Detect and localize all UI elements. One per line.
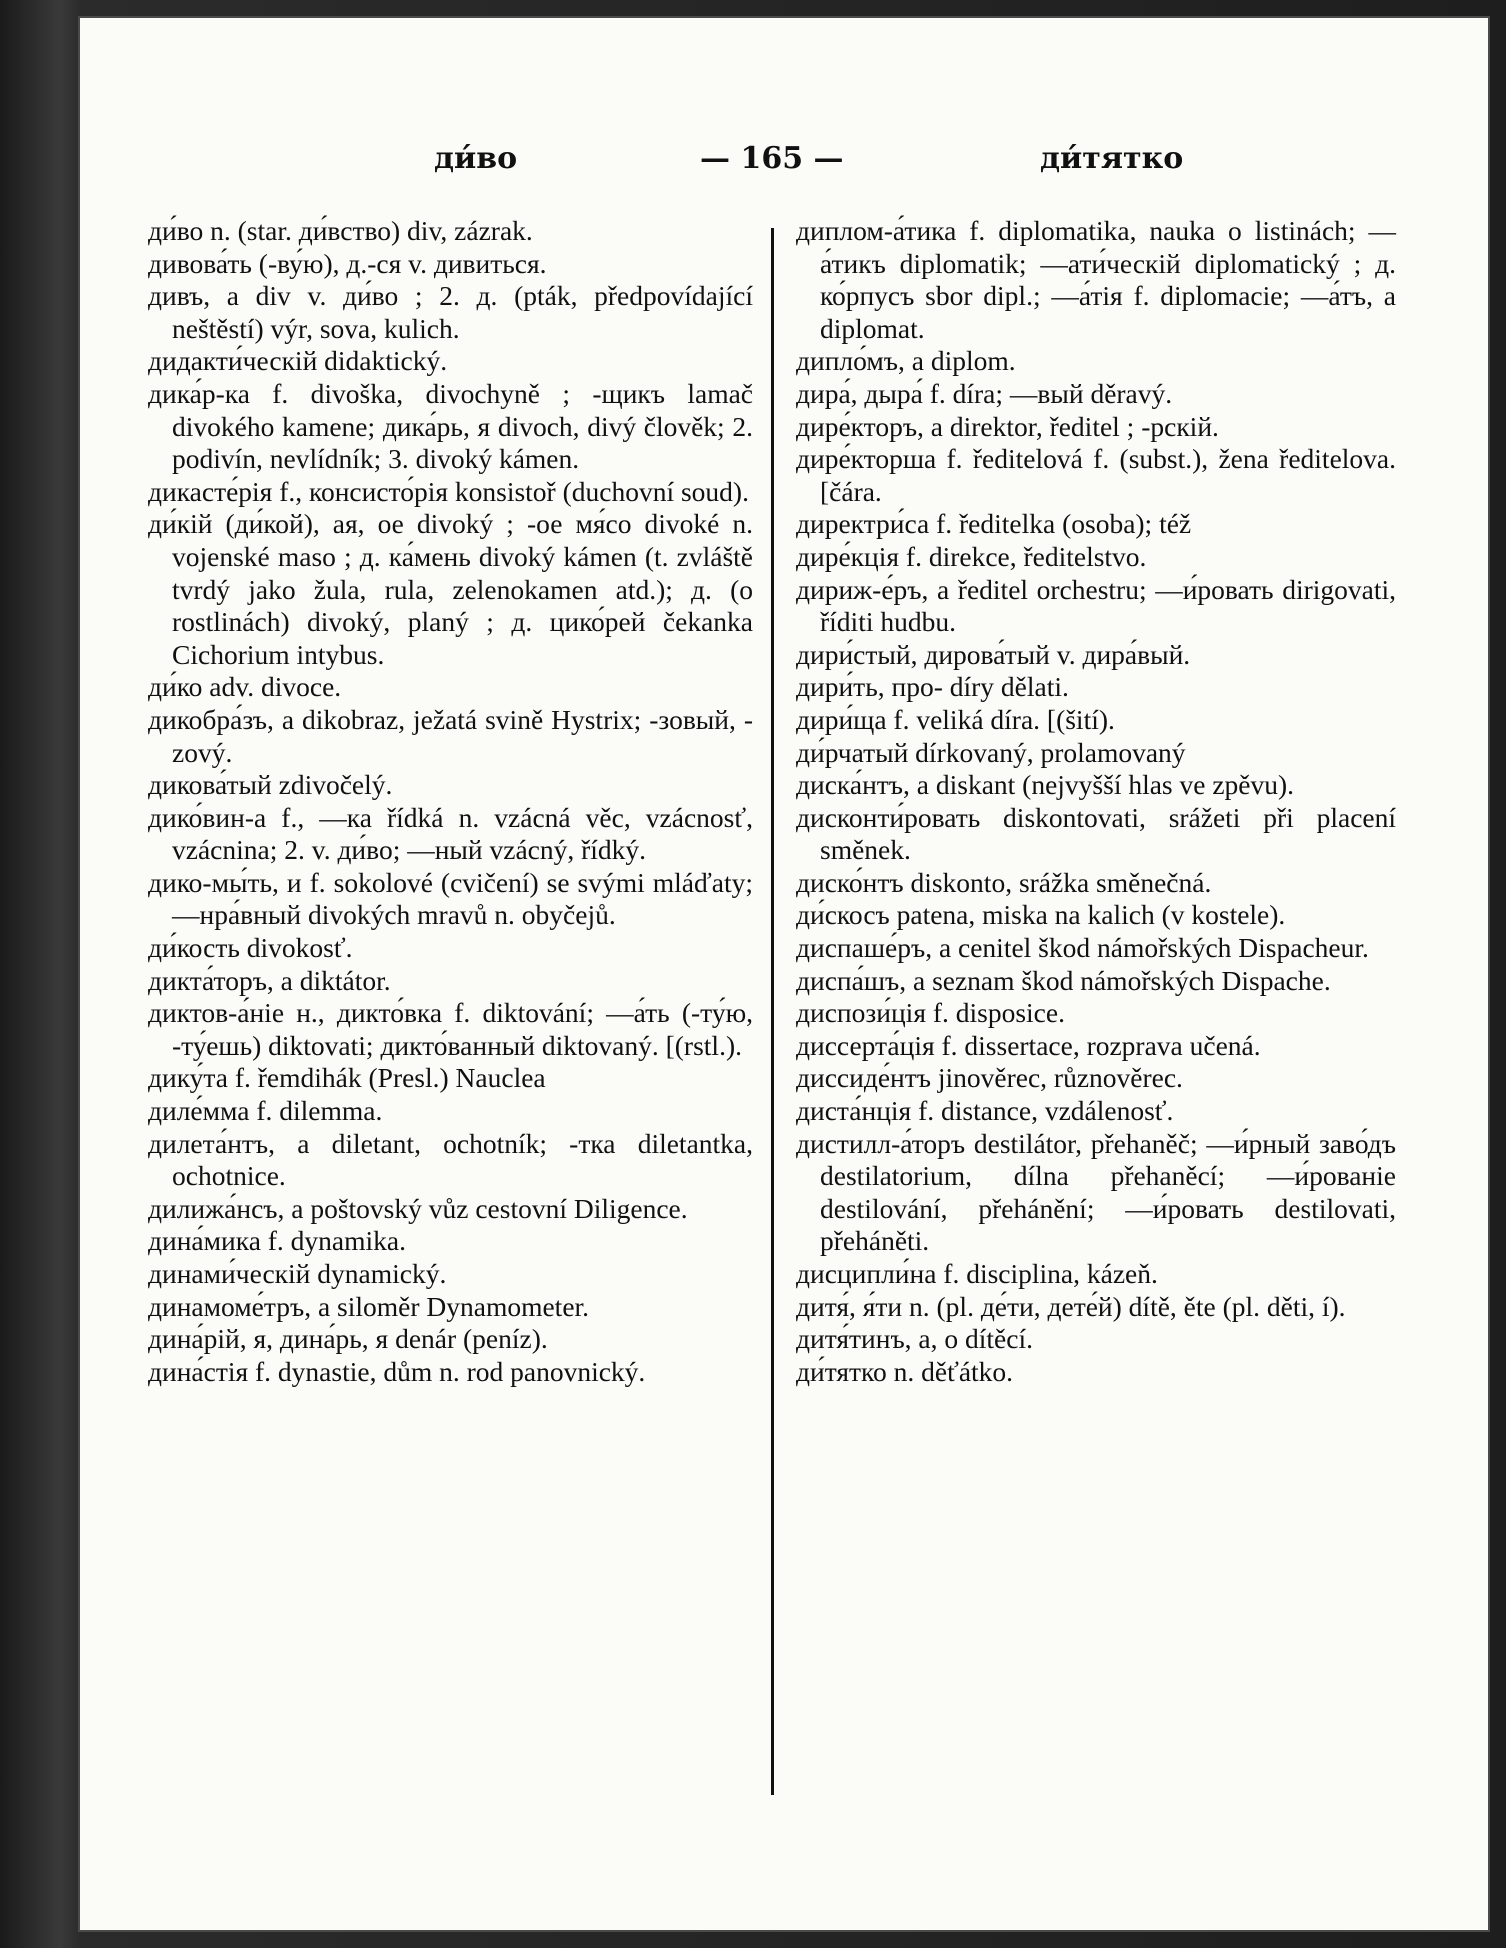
- dictionary-entry: дина́стія f. dynastie, dům n. rod panovnický.: [148, 1355, 646, 1387]
- dictionary-entry: дика́р-ка f. divoška, divochyně ; -щикъ lamač divokého kamene; дика́рь, я divoch, divý člověk; 2. podivín, nevlídník; 3. divoký kámen.: [148, 377, 753, 475]
- dictionary-entry: дира́, дыра́ f. díra; —вый děravý.: [796, 377, 1173, 409]
- dictionary-entry: дире́кція f. direkce, ředitelstvo.: [796, 540, 1147, 572]
- page-number: — 165 —: [700, 141, 844, 176]
- dictionary-entry: дитя́тинъ, а, о dítěcí.: [796, 1323, 1033, 1355]
- right-column: [796, 215, 1396, 1388]
- dictionary-entry: дику́та f. řemdihák (Presl.) Nauclea: [148, 1062, 546, 1094]
- dictionary-entry: дириж-е́ръ, a ředitel orchestru; —и́ровать dirigovati, říditi hudbu.: [796, 573, 1396, 638]
- dictionary-entry: ди́тятко n. děťátko.: [796, 1355, 1014, 1387]
- dictionary-entry: дина́рій, я, дина́рь, я denár (peníz).: [148, 1323, 548, 1355]
- dictionary-entry: дири́ща f. veliká díra. [(šití).: [796, 703, 1115, 735]
- dictionary-entry: диплом-а́тика f. diplomatika, nauka o listinách; —а́тикъ diplomatik; —ати́ческій diplomatický ; д. ко́рпусъ sbor dipl.; —а́тія f. diplomacie; —а́тъ, a diplomat.: [796, 215, 1396, 344]
- dictionary-entry: диска́нтъ, a diskant (nejvyšší hlas ve zpěvu).: [796, 769, 1295, 801]
- dictionary-entry: ди́ко adv. divoce.: [148, 671, 342, 703]
- dictionary-entry: диссиде́нтъ jinověrec, různověrec.: [796, 1062, 1183, 1094]
- dictionary-entry: дипло́мъ, a diplom.: [796, 345, 1016, 377]
- header-left-guideword: ди́во: [434, 141, 518, 176]
- dictionary-entry: ди́во n. (star. ди́вство) div, zázrak.: [148, 215, 533, 246]
- dictionary-entry: дире́кторша f. ředitelová f. (subst.), žena ředitelova. [čára.: [796, 443, 1396, 507]
- column-divider: [771, 228, 774, 1795]
- dictionary-entry: директри́са f. ředitelka (osoba); též: [796, 508, 1192, 540]
- header-right-guideword: ди́тятко: [1040, 141, 1184, 176]
- dictionary-page: [80, 18, 1488, 1930]
- left-column: [148, 215, 753, 1388]
- dictionary-entry: диско́нтъ diskonto, srážka směnečná.: [796, 866, 1212, 898]
- dictionary-entry: дистилл-а́торъ destilátor, přehaněč; —и́рный заво́дъ destilatorium, dílna přehaněcí; —и́рованіе destilování, přehánění; —и́ровать destilovati, přeháněti.: [796, 1127, 1396, 1257]
- dictionary-entry: ди́кій (ди́кой), ая, ое divoký ; -ое мя́со divoké n. vojenské maso ; д. ка́мень divoký kámen (t. zvláště tvrdý jako žula, rula, zelenokamen atd.); д. (o rostlinách) divoký, planý ; д. цико́рей čekanka Cichorium intybus.: [148, 508, 753, 670]
- dictionary-entry: дилижа́нсъ, a poštovský vůz cestovní Diligence.: [148, 1192, 688, 1224]
- dictionary-entry: дивъ, a div v. ди́во ; 2. д. (pták, předpovídající neštěstí) výr, sova, kulich.: [148, 280, 753, 344]
- dictionary-entry: дикасте́рія f., консисто́рія konsistoř (duchovní soud).: [148, 475, 749, 507]
- dictionary-entry: дико́вин-а f., —ка řídká n. vzácná věc, vzácnosť, vzácnina; 2. v. ди́во; —ный vzácný, řídký.: [148, 801, 753, 866]
- dictionary-entry: дикова́тый zdivočelý.: [148, 769, 393, 801]
- dictionary-entry: диспози́ція f. disposice.: [796, 997, 1065, 1029]
- dictionary-entry: дисконти́ровать diskontovati, srážeti při placení směnek.: [796, 801, 1396, 866]
- dictionary-entry: диссерта́ція f. dissertace, rozprava učená.: [796, 1029, 1261, 1061]
- dictionary-entry: диле́мма f. dilemma.: [148, 1095, 383, 1127]
- dictionary-entry: диктов-а́ніе н., дикто́вка f. diktování; —а́ть (-ту́ю, -ту́ешь) diktovati; дикто́ванный diktovaný. [(rstl.).: [148, 997, 753, 1061]
- dictionary-entry: дивова́ть (-ву́ю), д.-ся v. дивиться.: [148, 247, 547, 279]
- dictionary-entry: динами́ческій dynamický.: [148, 1258, 447, 1289]
- dictionary-entry: дири́стый, дирова́тый v. дира́вый.: [796, 638, 1191, 670]
- dictionary-entry: дидакти́ческій didaktický.: [148, 345, 448, 377]
- dictionary-entry: дисципли́на f. disciplina, kázeň.: [796, 1258, 1158, 1289]
- dictionary-entry: диспаше́ръ, a cenitel škod námořských Dispacheur.: [796, 932, 1369, 964]
- dictionary-entry: динамоме́тръ, a siloměr Dynamometer.: [148, 1290, 590, 1322]
- dictionary-entry: дире́кторъ, a direktor, ředitel ; -рскій.: [796, 410, 1219, 442]
- page-header: [80, 133, 1488, 183]
- dictionary-entry: дитя́, я́ти n. (pl. де́ти, дете́й) dítě, ěte (pl. děti, í).: [796, 1290, 1346, 1322]
- dictionary-entry: дико-мы́ть, и f. sokolové (cvičení) se svými mláďaty; —нра́вный divokých mravů n. obyčejů.: [148, 866, 753, 931]
- dictionary-entry: дикобра́зъ, a dikobraz, ježatá svině Hystrix; -зовый, -zový.: [148, 703, 753, 768]
- dictionary-entry: дири́ть, про- díry dělati.: [796, 671, 1069, 703]
- dictionary-entry: диспа́шъ, a seznam škod námořských Dispache.: [796, 964, 1331, 996]
- dictionary-entry: диста́нція f. distance, vzdálenosť.: [796, 1095, 1174, 1127]
- dictionary-entry: дикта́торъ, a diktátor.: [148, 964, 391, 996]
- dictionary-entry: ди́скосъ patena, miska na kalich (v kostele).: [796, 899, 1286, 931]
- dictionary-entry: дина́мика f. dynamika.: [148, 1225, 407, 1257]
- dictionary-entry: дилета́нтъ, a diletant, ochotník; -тка diletantka, ochotnice.: [148, 1127, 753, 1192]
- dictionary-entry: ди́кость divokosť.: [148, 932, 353, 964]
- dictionary-entry: ди́рчатый dírkovaný, prolamovaný: [796, 736, 1186, 768]
